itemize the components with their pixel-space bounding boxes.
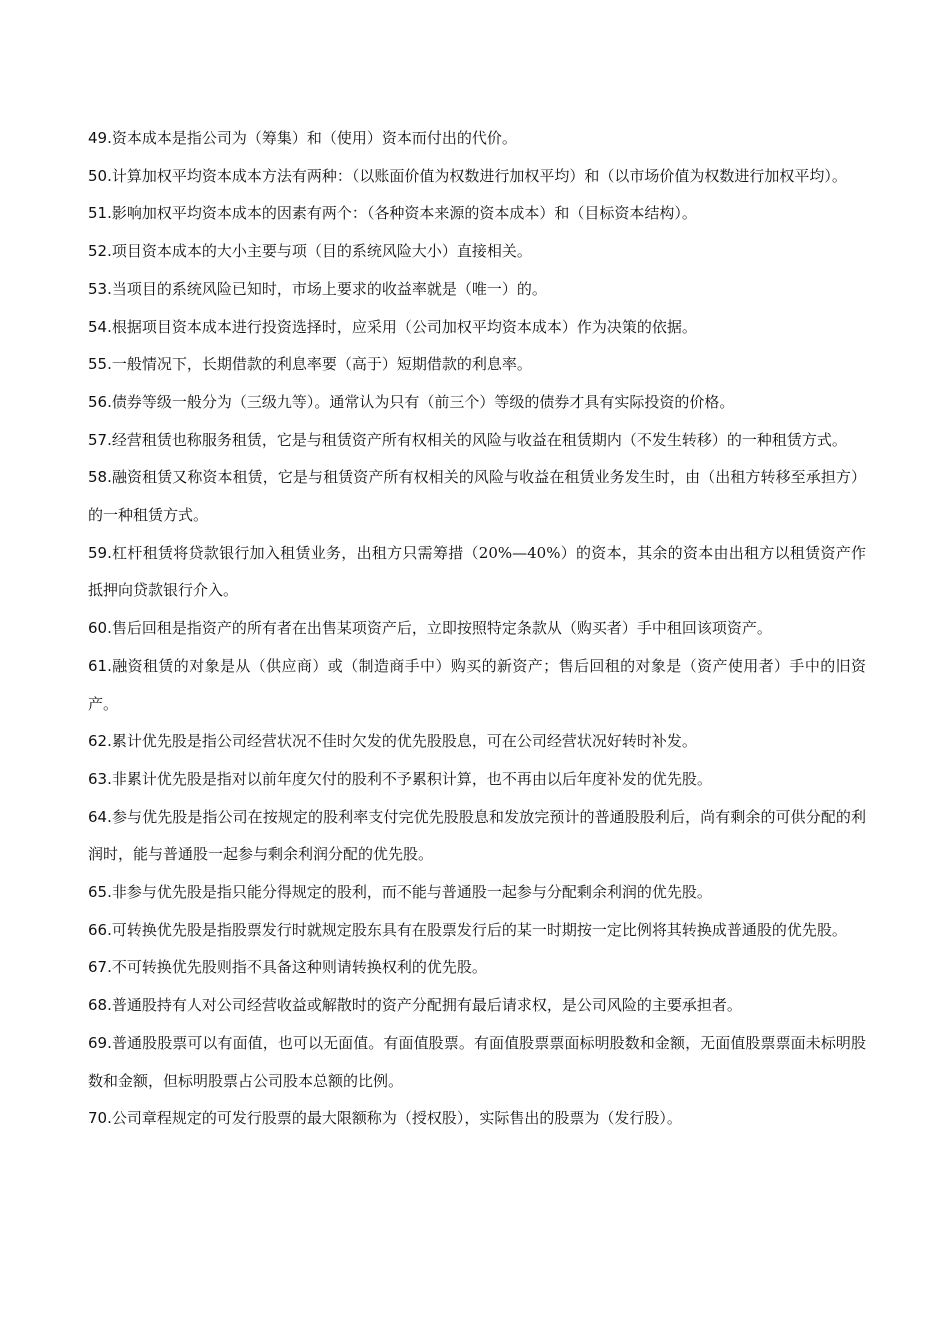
item-text: 累计优先股是指公司经营状况不佳时欠发的优先股股息，可在公司经营状况好转时补发。 [111, 732, 697, 751]
item-text: 杠杆租赁将贷款银行加入租赁业务，出租方只需筹措（20%—40%）的资本，其余的资本由出租方以租赁资产作抵押向贷款银行介入。 [88, 543, 866, 600]
item-text: 融资租赁又称资本租赁，它是与租赁资产所有权相关的风险与收益在租赁业务发生时，由（出租方转移至承担方）的一种租赁方式。 [88, 468, 866, 525]
list-item [88, 1100, 866, 1138]
item-number: 68. [88, 996, 112, 1015]
item-text: 普通股持有人对公司经营收益或解散时的资产分配拥有最后请求权，是公司风险的主要承担者。 [111, 996, 742, 1015]
item-text: 非参与优先股是指只能分得规定的股利，而不能与普通股一起参与分配剩余利润的优先股。 [111, 883, 712, 902]
item-text: 当项目的系统风险已知时，市场上要求的收益率就是（唯一）的。 [111, 279, 547, 298]
list-item [88, 987, 866, 1025]
item-text: 可转换优先股是指股票发行时就规定股东具有在股票发行后的某一时期按一定比例将其转换成普通股的优先股。 [111, 920, 847, 939]
list-item [88, 422, 866, 460]
item-number: 53. [88, 279, 112, 298]
list-item [88, 799, 866, 874]
item-text: 项目资本成本的大小主要与项（目的系统风险大小）直接相关。 [111, 242, 532, 261]
item-number: 57. [88, 430, 112, 449]
item-text: 一般情况下，长期借款的利息率要（高于）短期借款的利息率。 [111, 355, 532, 374]
item-number: 64. [88, 807, 112, 826]
item-text: 不可转换优先股则指不具备这种则请转换权利的优先股。 [111, 958, 487, 977]
document-body [88, 120, 866, 1138]
item-text: 计算加权平均资本成本方法有两种：（以账面价值为权数进行加权平均）和（以市场价值为权数进行加权平均）。 [111, 166, 847, 185]
list-item [88, 384, 866, 422]
item-number: 51. [88, 204, 112, 223]
item-number: 69. [88, 1033, 112, 1052]
list-item [88, 912, 866, 950]
list-item [88, 761, 866, 799]
item-text: 非累计优先股是指对以前年度欠付的股利不予累积计算，也不再由以后年度补发的优先股。 [111, 769, 712, 788]
item-text: 融资租赁的对象是从（供应商）或（制造商手中）购买的新资产；售后回租的对象是（资产使用者）手中的旧资产。 [88, 656, 866, 713]
item-text: 普通股股票可以有面值，也可以无面值。有面值股票。有面值股票票面标明股数和金额，无面值股票票面未标明股数和金额，但标明股票占公司股本总额的比例。 [88, 1033, 866, 1090]
list-item [88, 233, 866, 271]
item-number: 56. [88, 392, 112, 411]
item-text: 售后回租是指资产的所有者在出售某项资产后，立即按照特定条款从（购买者）手中租回该项资产。 [111, 619, 772, 638]
item-number: 70. [88, 1109, 112, 1128]
item-number: 55. [88, 355, 112, 374]
item-number: 66. [88, 920, 112, 939]
list-item [88, 120, 866, 158]
list-item [88, 648, 866, 723]
item-number: 59. [88, 543, 112, 562]
list-item [88, 610, 866, 648]
item-number: 52. [88, 242, 112, 261]
item-number: 50. [88, 166, 112, 185]
item-number: 49. [88, 129, 112, 147]
list-item [88, 309, 866, 347]
item-number: 60. [88, 619, 112, 638]
list-item [88, 874, 866, 912]
item-text: 影响加权平均资本成本的因素有两个：（各种资本来源的资本成本）和（目标资本结构）。 [111, 204, 697, 223]
list-item [88, 723, 866, 761]
item-number: 61. [88, 656, 112, 675]
item-number: 67. [88, 958, 112, 977]
list-item [88, 271, 866, 309]
list-item [88, 346, 866, 384]
list-item [88, 1025, 866, 1100]
item-text: 根据项目资本成本进行投资选择时，应采用（公司加权平均资本成本）作为决策的依据。 [111, 317, 697, 336]
item-text: 资本成本是指公司为（筹集）和（使用）资本而付出的代价。 [111, 129, 517, 147]
item-text: 公司章程规定的可发行股票的最大限额称为（授权股），实际售出的股票为（发行股）。 [111, 1109, 682, 1128]
list-item [88, 459, 866, 534]
item-number: 54. [88, 317, 112, 336]
item-number: 65. [88, 883, 112, 902]
list-item [88, 158, 866, 196]
item-text: 参与优先股是指公司在按规定的股利率支付完优先股股息和发放完预计的普通股股利后，尚有剩余的可供分配的利润时，能与普通股一起参与剩余利润分配的优先股。 [88, 807, 866, 864]
item-number: 62. [88, 732, 112, 751]
item-number: 63. [88, 769, 112, 788]
list-item [88, 535, 866, 610]
list-item [88, 195, 866, 233]
item-text: 债券等级一般分为（三级九等）。通常认为只有（前三个）等级的债券才具有实际投资的价格。 [111, 392, 735, 411]
item-number: 58. [88, 468, 112, 487]
item-text: 经营租赁也称服务租赁，它是与租赁资产所有权相关的风险与收益在租赁期内（不发生转移）的一种租赁方式。 [111, 430, 847, 449]
list-item [88, 949, 866, 987]
